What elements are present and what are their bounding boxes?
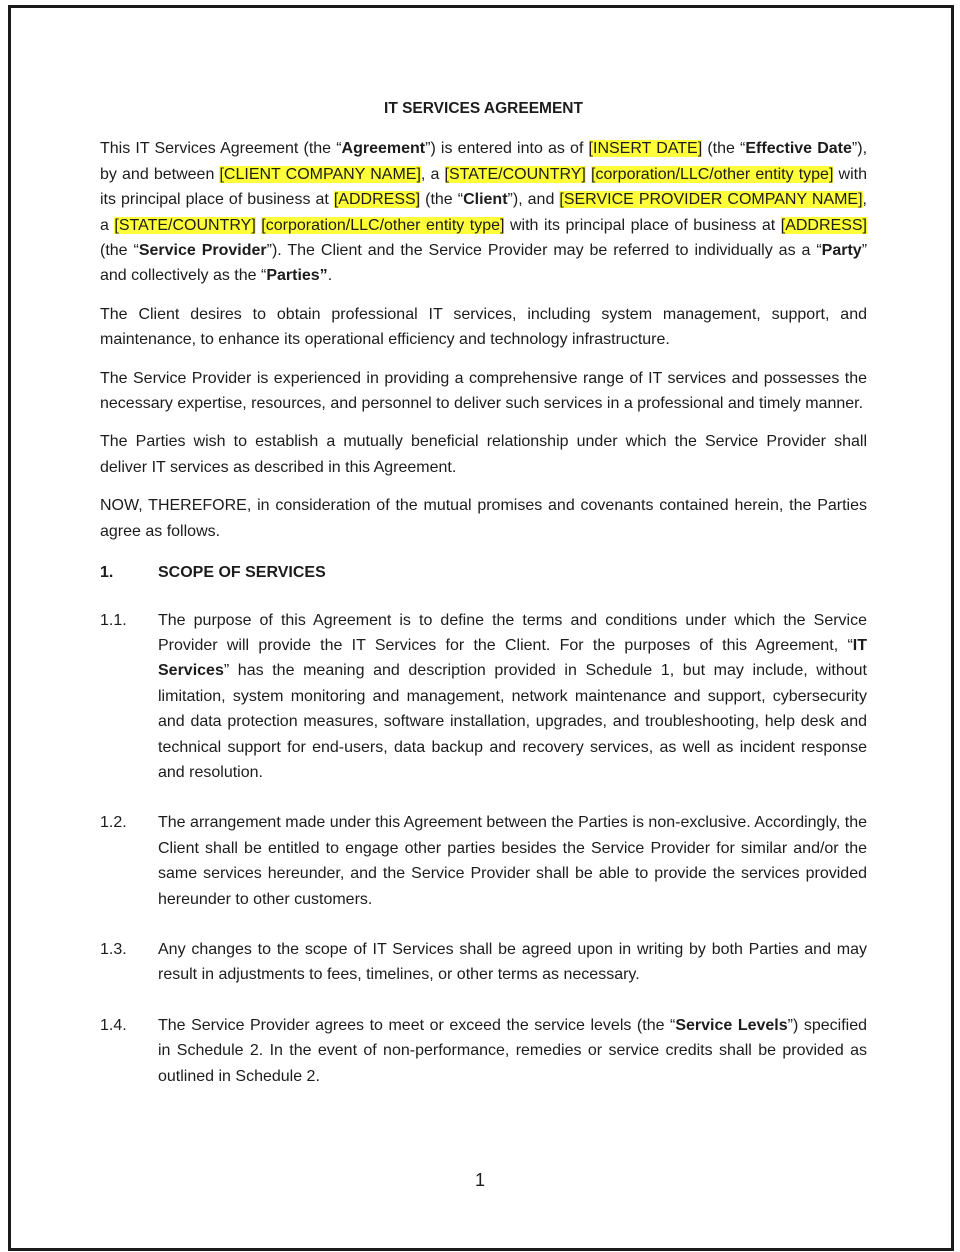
clause-text: Any changes to the scope of IT Services shall be agreed upon in writing by both Parties and may result in adjustments to fees, timelines, or other terms as necessary. xyxy=(158,940,867,984)
clause-number: 1.2. xyxy=(100,814,127,832)
clause-number: 1.3. xyxy=(100,940,127,958)
recital-paragraph: The Parties wish to establish a mutually beneficial relationship under which the Service Provider shall deliver IT services as described in this Agreement. xyxy=(100,433,867,476)
text: ”), by and between xyxy=(100,140,868,183)
text: ”) specified in Schedule 2. In the event of non-performance, remedies or service credits shall be provided as outlined in Schedule 2. xyxy=(158,1016,867,1085)
text: , a xyxy=(420,165,445,183)
recital-paragraph: NOW, THEREFORE, in consideration of the mutual promises and covenants contained herein, the Parties agree as follows. xyxy=(100,497,867,540)
clause-1-2 xyxy=(100,810,867,912)
placeholder-insert-date: [INSERT DATE] xyxy=(588,140,703,158)
page-number: 1 xyxy=(474,1170,485,1190)
text: (the “ xyxy=(100,242,139,260)
recital-paragraph: The Service Provider is experienced in providing a comprehensive range of IT services and possesses the necessary expertise, resources, and personnel to deliver such services in a professional and timely manner. xyxy=(100,369,867,413)
term-service-provider: Service Provider xyxy=(138,242,267,260)
placeholder-service-provider-company: [SERVICE PROVIDER COMPANY NAME] xyxy=(559,191,863,209)
term-effective-date: Effective Date xyxy=(745,140,852,158)
text: . xyxy=(327,267,333,285)
term-parties: Parties” xyxy=(266,267,328,285)
text: (the “ xyxy=(420,191,464,209)
placeholder-address: [ADDRESS] xyxy=(780,216,867,234)
clause-1-3 xyxy=(100,937,867,988)
text: ”), and xyxy=(507,191,560,209)
term-client: Client xyxy=(463,191,508,209)
placeholder-entity-type: [corporation/LLC/other entity type] xyxy=(261,216,505,234)
placeholder-client-company: [CLIENT COMPANY NAME] xyxy=(219,165,421,183)
clause-text: The arrangement made under this Agreement between the Parties is non-exclusive. Accordingly, the Client shall be entitled to engage other parties besides the Service Provider for similar and/or the same services hereunder, and the Service Provider shall be able to provide the services provided hereunder to other customers. xyxy=(158,814,867,908)
clause-1-4 xyxy=(100,1013,867,1089)
text: ”) is entered into as of xyxy=(425,140,589,158)
recital-paragraph: The Client desires to obtain professional IT services, including system management, support, and maintenance, to enhance its operational efficiency and technology infrastructure. xyxy=(100,305,867,349)
placeholder-entity-type: [corporation/LLC/other entity type] xyxy=(591,165,834,183)
intro-paragraph xyxy=(100,136,867,288)
document-title: IT SERVICES AGREEMENT xyxy=(384,100,583,117)
placeholder-state-country: [STATE/COUNTRY] xyxy=(444,165,586,183)
clause-text xyxy=(158,608,867,786)
term-service-levels: Service Levels xyxy=(675,1016,788,1034)
term-agreement: Agreement xyxy=(341,140,426,158)
placeholder-address: [ADDRESS] xyxy=(333,191,421,209)
clause-number: 1.4. xyxy=(100,1016,127,1034)
text: The Service Provider agrees to meet or exceed the service levels (the “ xyxy=(158,1016,676,1034)
text: ” and collectively as the “ xyxy=(100,242,868,285)
section-heading xyxy=(100,560,867,585)
term-it-services: IT Services xyxy=(158,636,867,680)
text: , a xyxy=(100,191,867,234)
text: This IT Services Agreement (the “ xyxy=(100,140,342,158)
clause-number: 1.1. xyxy=(100,611,127,629)
text: with its principal place of business at xyxy=(100,165,867,209)
text: with its principal place of business at xyxy=(504,216,781,234)
clause-text xyxy=(158,1013,867,1089)
text: The purpose of this Agreement is to define the terms and conditions under which the Service Provider will provide the IT Services for the Client. For the purposes of this Agreement, “ xyxy=(158,611,867,654)
placeholder-state-country: [STATE/COUNTRY] xyxy=(114,216,256,234)
clause-1-1 xyxy=(100,608,867,786)
text: ”). The Client and the Service Provider may be referred to individually as a “ xyxy=(266,242,822,260)
text: ” has the meaning and description provided in Schedule 1, but may include, without limitation, system monitoring and management, network maintenance and support, cybersecurity and data protection measures, software installation, upgrades, and troubleshooting, help desk and technical support for end-users, data backup and recovery services, as well as incident response and resolution. xyxy=(158,662,867,781)
term-party: Party xyxy=(821,242,862,260)
section-number: 1. xyxy=(100,564,114,582)
document-body xyxy=(100,96,867,1114)
text: (the “ xyxy=(702,140,746,158)
section-title: SCOPE OF SERVICES xyxy=(158,564,326,582)
